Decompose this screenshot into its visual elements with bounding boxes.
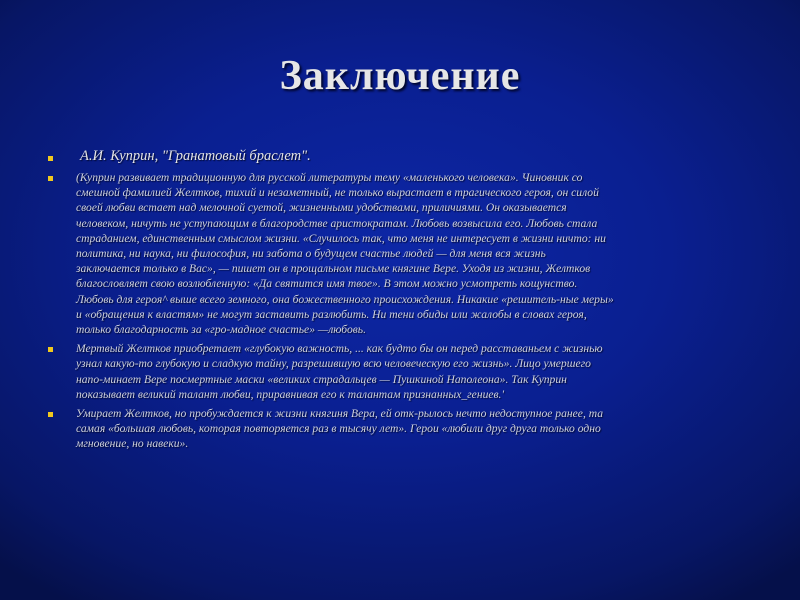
bullet-marker-icon	[48, 412, 53, 417]
bullet-marker-icon	[48, 156, 53, 161]
bullet-text: (Куприн развивает традиционную для русской литературы тему «маленького человека». Чиновник со смешной фамилией Желтков, тихий и незаметный, не только вырастает в трагического героя, он силой своей любви встает над мелочной суетой, жизненными удобствами, приличиями. Он оказывается человеком, ничуть не уступающим в благородстве аристократам. Любовь возвысила его. Любовь стала страданием, единственным смыслом жизни. «Случилось так, что меня не интересует в жизни ничто: ни политика, ни наука, ни философия, ни забота о будущем счастье людей — для меня вся жизнь заключается только в Вас», — пишет он в прощальном письме княгине Вере. Уходя из жизни, Желтков благословляет свою возлюбленную: «Да святится имя твое». В этом можно усмотреть кощунство. Любовь для героя^ выше всего земного, она божественного происхождения. Никакие «решитель-ные меры» и «обращения к властям» не могут заставить разлюбить. Ни тени обиды или жалобы в словах героя, только благодарность за «гро-мадное счастье» —любовь.	[76, 171, 614, 337]
slide-title: Заключение	[279, 53, 521, 99]
bullet-marker-icon	[48, 347, 53, 352]
bullet-list	[48, 146, 754, 456]
bullet-marker-icon	[48, 176, 53, 181]
bullet-item-little-man-theme	[48, 170, 754, 337]
bullet-text: А.И. Куприн, "Гранатовый браслет".	[80, 148, 311, 164]
bullet-item-dead-zheltkov	[48, 341, 754, 402]
bullet-item-work-title	[48, 146, 754, 166]
bullet-item-vera-awakens	[48, 406, 754, 452]
bullet-text: Умирает Желтков, но пробуждается к жизни княгиня Вера, ей отк-рылось нечто недоступное ранее, та самая «большая любовь, которая повторяется раз в тысячу лет». Герои «любили друг друга только одно мгновение, но навеки».	[76, 407, 604, 451]
bullet-text: Мертвый Желтков приобретает «глубокую важность, ... как будто бы он перед расставаньем с жизнью узнал какую-то глубокую и сладкую тайну, разрешившую всю человеческую его жизнь». Лицо умершего напо-минает Вере посмертные маски «великих страдальцев — Пушкиной Наполеона». Так Куприн показывает великий талант любви, приравнивая его к талантам признанных_гениев.'	[76, 342, 603, 401]
